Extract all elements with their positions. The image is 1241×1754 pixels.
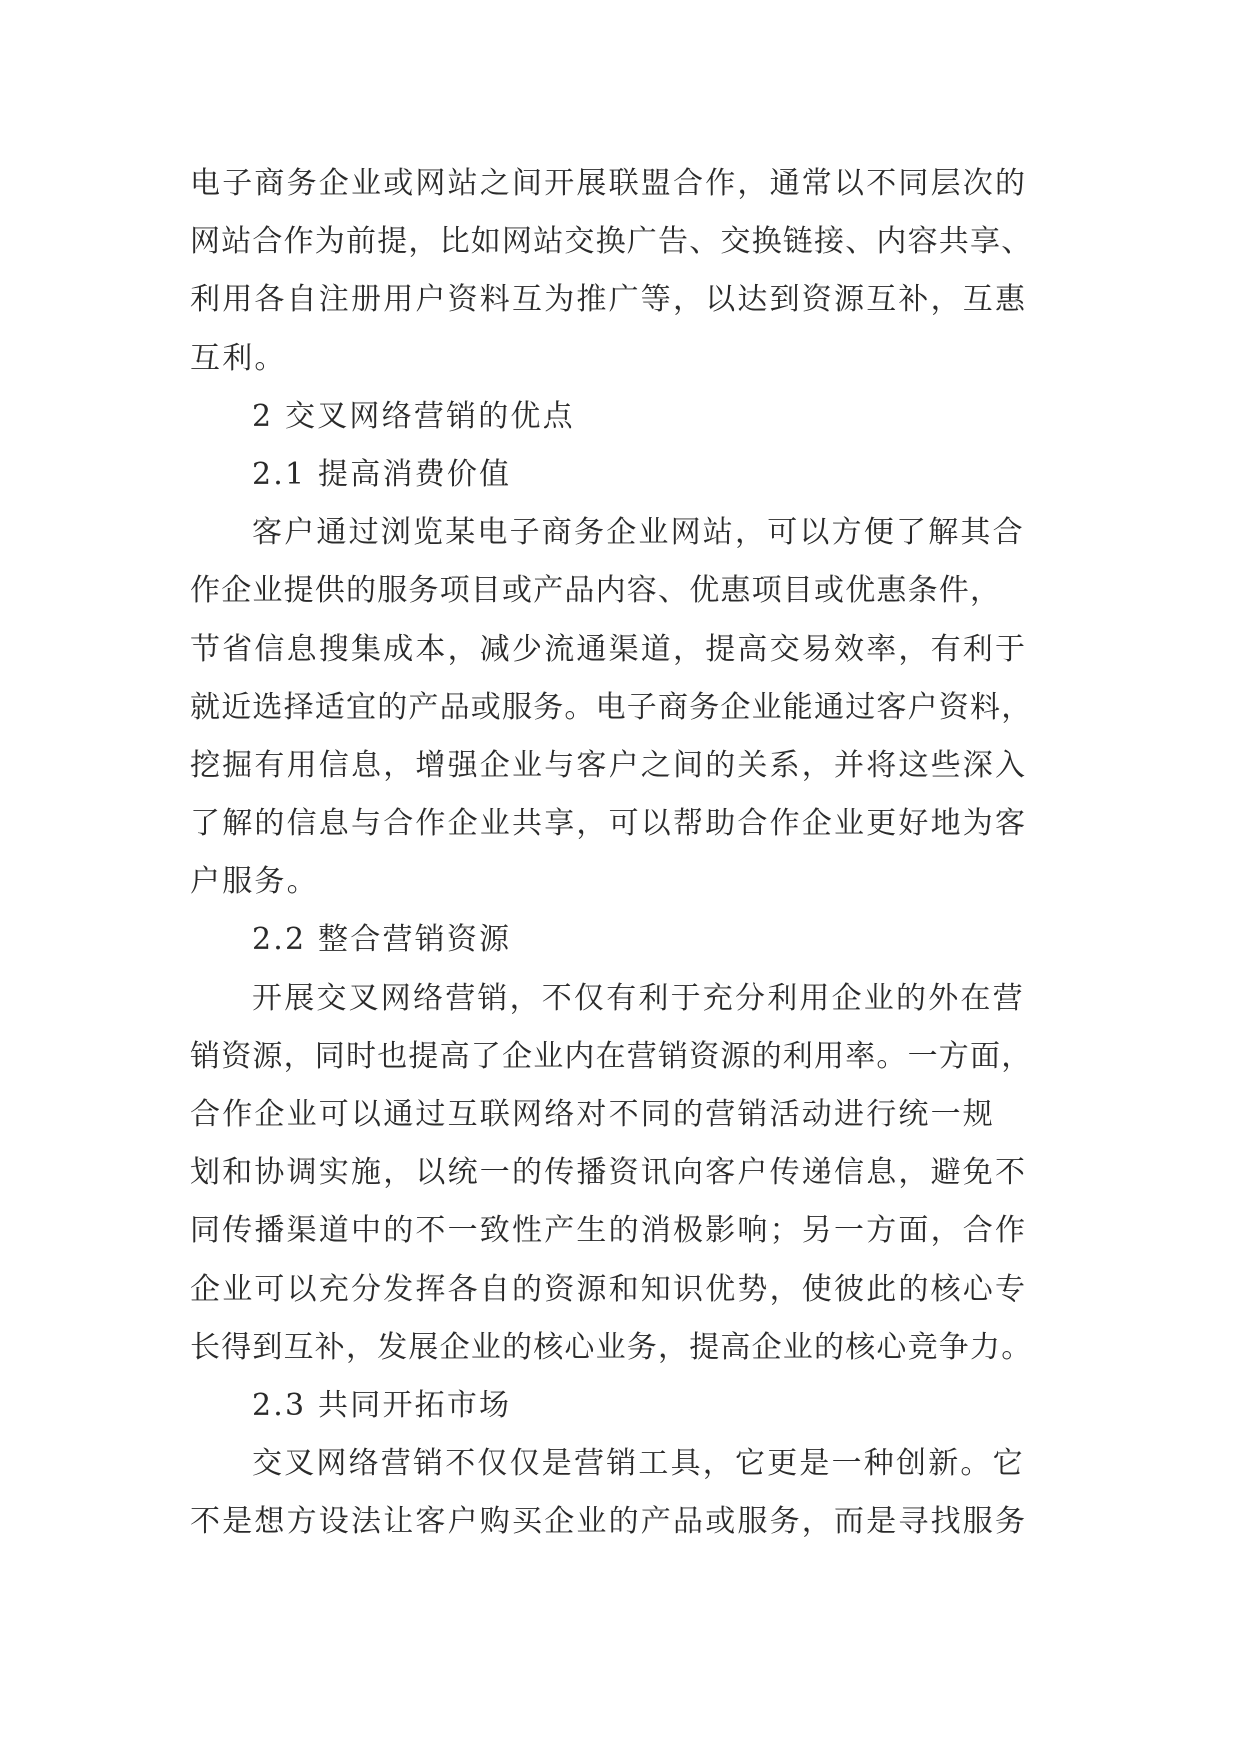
text-line: 了解的信息与合作企业共享，可以帮助合作企业更好地为客 (190, 806, 1028, 842)
subsection-heading: 2.2 整合营销资源 (252, 922, 512, 958)
text-line: 企业可以充分发挥各自的资源和知识优势，使彼此的核心专 (190, 1271, 1028, 1307)
text-line: 划和协调实施，以统一的传播资讯向客户传递信息，避免不 (190, 1155, 1028, 1191)
text-line: 交叉网络营销不仅仅是营销工具，它更是一种创新。它 (252, 1446, 1025, 1482)
text-line: 销资源，同时也提高了企业内在营销资源的利用率。一方面， (190, 1038, 1033, 1074)
text-line: 网站合作为前提，比如网站交换广告、交换链接、内容共享、 (190, 224, 1033, 260)
text-line: 电子商务企业或网站之间开展联盟合作，通常以不同层次的 (190, 166, 1028, 201)
text-line: 同传播渠道中的不一致性产生的消极影响；另一方面，合作 (190, 1213, 1028, 1249)
document-page (190, 155, 1050, 1552)
text-line: 挖掘有用信息，增强企业与客户之间的关系，并将这些深入 (190, 747, 1028, 783)
text-line: 合作企业可以通过互联网络对不同的营销活动进行统一规 (190, 1097, 995, 1132)
text-line: 作企业提供的服务项目或产品内容、优惠项目或优惠条件， (190, 573, 1002, 609)
text-line: 客户通过浏览某电子商务企业网站，可以方便了解其合 (252, 515, 1025, 551)
text-line: 开展交叉网络营销，不仅有利于充分利用企业的外在营 (252, 980, 1025, 1016)
text-line: 互利。 (190, 340, 287, 376)
text-line: 不是想方设法让客户购买企业的产品或服务，而是寻找服务 (190, 1504, 1028, 1540)
text-line: 长得到互补，发展企业的核心业务，提高企业的核心竞争力。 (190, 1329, 1033, 1365)
text-line: 户服务。 (190, 864, 319, 900)
text-line: 节省信息搜集成本，减少流通渠道，提高交易效率，有利于 (190, 631, 1028, 667)
text-line: 利用各自注册用户资料互为推广等，以达到资源互补，互惠 (190, 282, 1028, 318)
section-heading: 2 交叉网络营销的优点 (252, 398, 575, 434)
subsection-heading: 2.3 共同开拓市场 (252, 1387, 512, 1423)
text-line: 就近选择适宜的产品或服务。电子商务企业能通过客户资料， (190, 689, 1033, 725)
subsection-heading: 2.1 提高消费价值 (252, 456, 512, 492)
